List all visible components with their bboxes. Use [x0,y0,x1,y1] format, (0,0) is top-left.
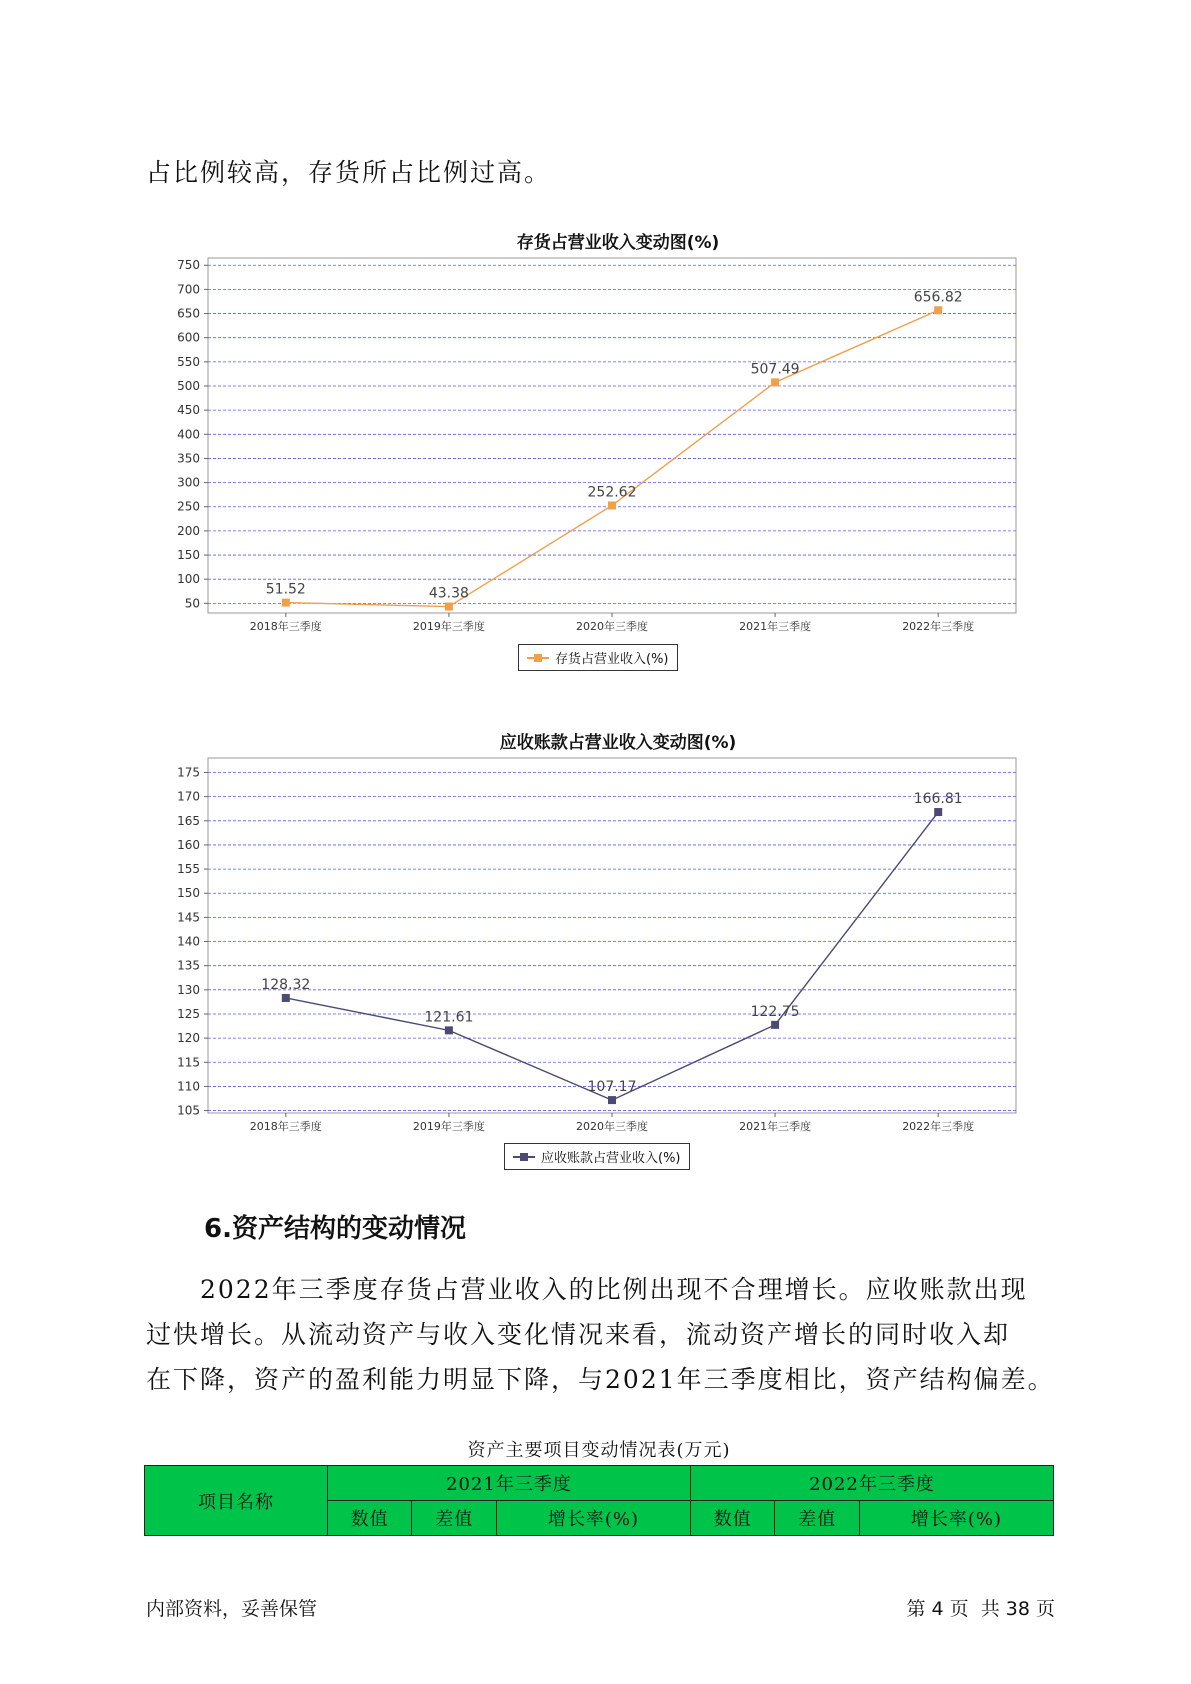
plot-area [208,758,1016,1113]
y-tick-label: 550 [177,354,200,369]
x-tick-label: 2019年三季度 [412,620,485,632]
plot-area [208,258,1016,613]
x-tick-label: 2020年三季度 [576,1120,648,1132]
growth-col-header: 增长率(%) [496,1501,690,1536]
y-tick-label: 250 [177,499,200,514]
y-tick-label: 50 [184,596,200,611]
y-tick-label: 650 [177,306,200,321]
y-tick-label: 200 [177,523,200,538]
y-tick-label: 100 [177,572,200,587]
receivables-chart-legend [504,1143,690,1170]
data-label: 166.81 [913,791,963,808]
y-tick-label: 140 [177,934,200,949]
data-point [934,306,942,314]
y-tick-label: 700 [177,282,200,297]
y-tick-label: 150 [177,548,200,563]
growth-col-header: 增长率(%) [859,1501,1053,1536]
paragraph-line: 2022年三季度存货占营业收入的比例出现不合理增长。应收账款出现 [200,1275,1028,1304]
data-point [771,1021,779,1029]
data-point [934,808,942,816]
data-point [608,501,616,509]
table-caption: 资产主要项目变动情况表(万元) [467,1440,731,1461]
paragraph-line: 在下降，资产的盈利能力明显下降，与2021年三季度相比，资产结构偏差。 [146,1365,1055,1394]
x-tick-label: 2018年三季度 [249,620,322,632]
inventory-chart-legend [518,644,678,671]
inventory-chart-title: 存货占营业收入变动图(%) [516,233,720,253]
x-tick-label: 2018年三季度 [249,1120,322,1132]
item-name-header: 项目名称 [145,1466,328,1536]
data-label: 122.75 [750,1003,800,1020]
y-tick-label: 135 [177,958,200,973]
asset-change-table [144,1465,1054,1536]
value-col-header: 数值 [328,1501,412,1536]
legend-marker-icon [513,1152,535,1162]
y-tick-label: 110 [177,1079,200,1094]
x-tick-label: 2019年三季度 [412,1120,485,1132]
diff-col-header: 差值 [412,1501,496,1536]
y-tick-label: 120 [177,1031,200,1046]
y-tick-label: 500 [177,378,200,393]
y-tick-label: 150 [177,886,200,901]
data-label: 107.17 [587,1079,637,1096]
period-2021-header: 2021年三季度 [328,1466,691,1501]
intro-text: 占比例较高，存货所占比例过高。 [146,158,552,187]
data-point [771,378,779,386]
y-tick-label: 175 [177,765,200,780]
y-tick-label: 105 [177,1103,200,1118]
inventory-legend-label: 存货占营业收入(%) [555,652,669,667]
y-tick-label: 170 [177,789,200,804]
y-tick-label: 115 [177,1055,200,1070]
data-point [282,994,290,1002]
data-label: 507.49 [750,361,800,378]
y-tick-label: 145 [177,910,200,925]
y-tick-label: 350 [177,451,200,466]
receivables-chart-title: 应收账款占营业收入变动图(%) [499,733,737,753]
data-point [445,603,453,611]
y-tick-label: 400 [177,427,200,442]
data-point [608,1096,616,1104]
y-tick-label: 450 [177,403,200,418]
x-tick-label: 2022年三季度 [902,620,975,632]
data-label: 656.82 [913,289,963,306]
y-tick-label: 130 [177,982,200,997]
data-label: 252.62 [587,484,637,501]
receivables-legend-label: 应收账款占营业收入(%) [541,1151,681,1166]
legend-marker-icon [527,653,549,663]
period-2022-header: 2022年三季度 [690,1466,1053,1501]
footer-page-number: 第 4 页 共 38 页 [906,1598,1055,1620]
data-label: 51.52 [265,581,306,598]
data-label: 121.61 [424,1009,474,1026]
data-point [282,599,290,607]
inventory-line-chart [150,252,1030,632]
y-tick-label: 750 [177,258,200,273]
y-tick-label: 300 [177,475,200,490]
diff-col-header: 差值 [775,1501,859,1536]
y-tick-label: 160 [177,837,200,852]
value-col-header: 数值 [690,1501,774,1536]
paragraph-line: 过快增长。从流动资产与收入变化情况来看，流动资产增长的同时收入却 [146,1320,1011,1349]
footer-confidential: 内部资料，妥善保管 [146,1598,318,1620]
data-label: 43.38 [428,585,469,602]
y-tick-label: 125 [177,1006,200,1021]
x-tick-label: 2020年三季度 [576,620,648,632]
y-tick-label: 600 [177,330,200,345]
table-header-row [145,1466,1054,1501]
section-heading: 6.资产结构的变动情况 [204,1214,466,1244]
x-tick-label: 2022年三季度 [902,1120,975,1132]
receivables-line-chart [150,752,1030,1132]
x-tick-label: 2021年三季度 [739,1120,812,1132]
data-point [445,1026,453,1034]
y-tick-label: 155 [177,862,200,877]
y-tick-label: 165 [177,813,200,828]
x-tick-label: 2021年三季度 [739,620,812,632]
data-label: 128.32 [261,976,311,993]
